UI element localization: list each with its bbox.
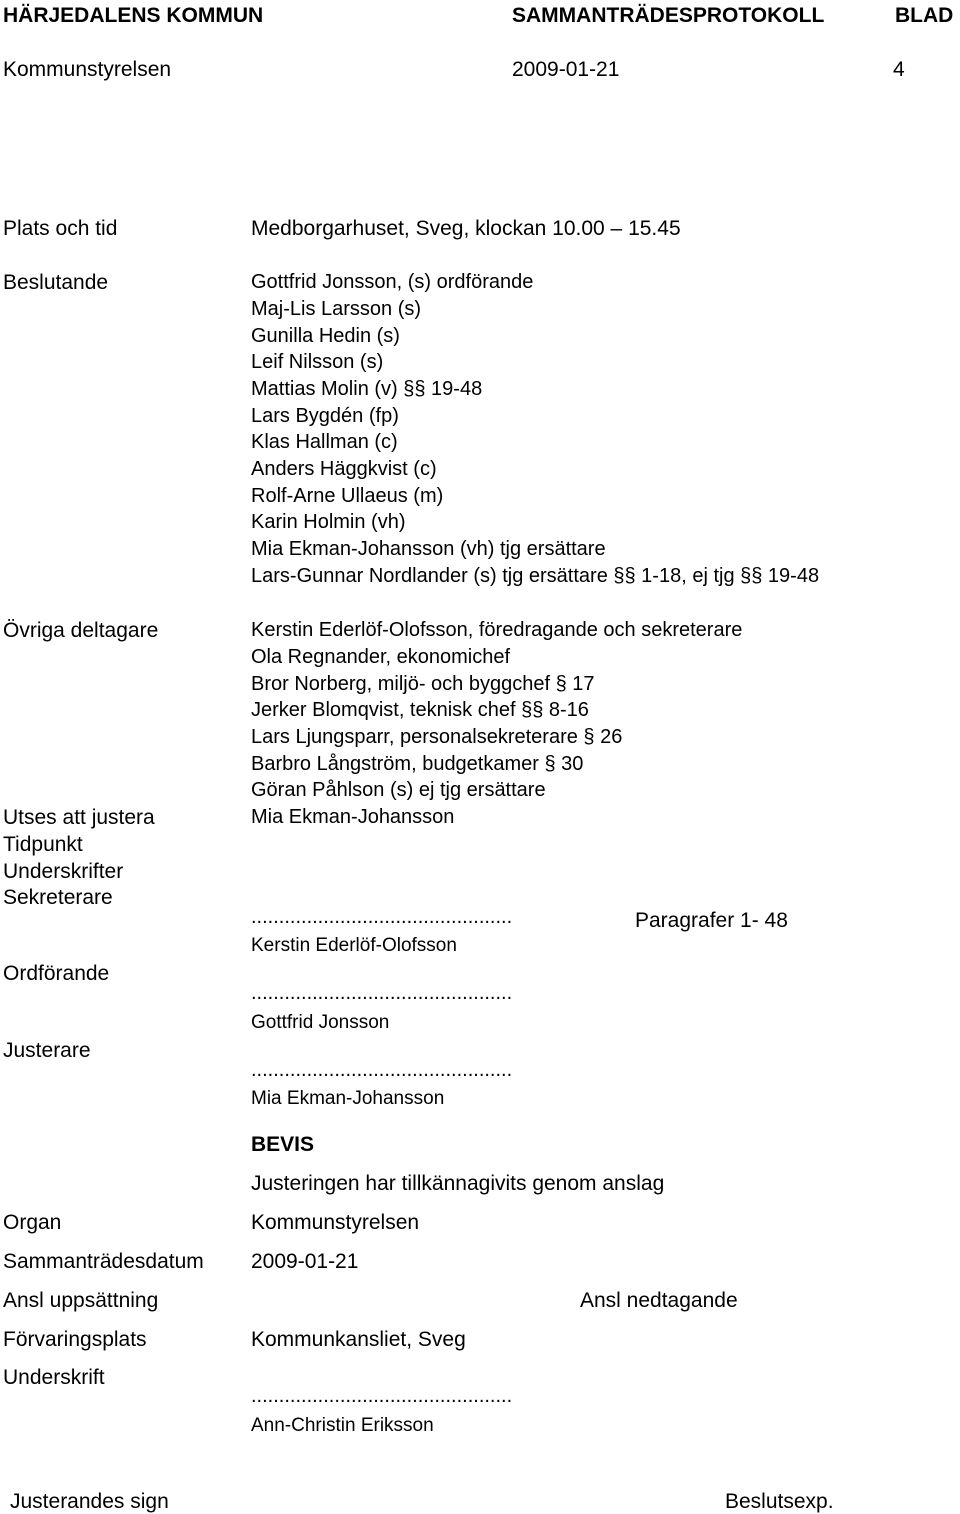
bevis-heading: BEVIS bbox=[251, 1133, 315, 1156]
bevis-text: Justeringen har tillkännagivits genom anslag bbox=[251, 1172, 665, 1195]
sekreterare-signature-line: ............................................... bbox=[251, 906, 513, 928]
ansl-uppsattning-label: Ansl uppsättning bbox=[3, 1289, 159, 1312]
ovriga-member: Jerker Blomqvist, teknisk chef §§ 8-16 bbox=[251, 699, 589, 721]
page-number: 4 bbox=[893, 58, 905, 81]
beslutande-member: Mia Ekman-Johansson (vh) tjg ersättare bbox=[251, 538, 606, 560]
beslutande-member: Mattias Molin (v) §§ 19-48 bbox=[251, 378, 483, 400]
justera-value: Mia Ekman-Johansson bbox=[251, 806, 455, 828]
ordforande-signature-line: ............................................... bbox=[251, 982, 513, 1004]
ovriga-label: Övriga deltagare bbox=[3, 619, 159, 642]
ovriga-member: Kerstin Ederlöf-Olofsson, föredragande och sekreterare bbox=[251, 619, 743, 641]
sammantradesdatum-label: Sammanträdesdatum bbox=[3, 1250, 204, 1273]
tidpunkt-label: Tidpunkt bbox=[3, 833, 83, 856]
blad-label: BLAD bbox=[895, 4, 954, 27]
sammantradesdatum-value: 2009-01-21 bbox=[251, 1250, 359, 1273]
underskrift-signature-line: ............................................... bbox=[251, 1385, 513, 1407]
underskrift-name: Ann-Christin Eriksson bbox=[251, 1415, 434, 1436]
beslutande-member: Karin Holmin (vh) bbox=[251, 511, 406, 533]
meeting-date: 2009-01-21 bbox=[512, 58, 620, 81]
beslutande-member: Klas Hallman (c) bbox=[251, 431, 398, 453]
justerare-label: Justerare bbox=[3, 1039, 91, 1062]
forvaringsplats-value: Kommunkansliet, Sveg bbox=[251, 1328, 466, 1351]
ordforande-name: Gottfrid Jonsson bbox=[251, 1012, 390, 1033]
beslutande-member: Gunilla Hedin (s) bbox=[251, 325, 400, 347]
beslutande-member: Leif Nilsson (s) bbox=[251, 351, 384, 373]
beslutande-member: Maj-Lis Larsson (s) bbox=[251, 298, 422, 320]
underskrift-label: Underskrift bbox=[3, 1366, 105, 1389]
organ-label: Organ bbox=[3, 1211, 62, 1234]
forvaringsplats-label: Förvaringsplats bbox=[3, 1328, 147, 1351]
document-type: SAMMANTRÄDESPROTOKOLL bbox=[512, 4, 825, 27]
municipality-name: HÄRJEDALENS KOMMUN bbox=[3, 4, 264, 27]
ansl-nedtagande-label: Ansl nedtagande bbox=[580, 1289, 738, 1312]
organ-value: Kommunstyrelsen bbox=[251, 1211, 420, 1234]
ovriga-member: Bror Norberg, miljö- och byggchef § 17 bbox=[251, 673, 595, 695]
justerare-name: Mia Ekman-Johansson bbox=[251, 1088, 445, 1109]
plats-label: Plats och tid bbox=[3, 217, 118, 240]
ovriga-member: Barbro Långström, budgetkamer § 30 bbox=[251, 753, 584, 775]
sekreterare-name: Kerstin Ederlöf-Olofsson bbox=[251, 935, 457, 956]
beslutsexp: Beslutsexp. bbox=[725, 1490, 834, 1513]
plats-value: Medborgarhuset, Sveg, klockan 10.00 – 15.45 bbox=[251, 217, 681, 240]
committee-name: Kommunstyrelsen bbox=[3, 58, 172, 81]
ovriga-member: Göran Påhlson (s) ej tjg ersättare bbox=[251, 779, 546, 801]
underskrifter-label: Underskrifter bbox=[3, 860, 124, 883]
ovriga-member: Ola Regnander, ekonomichef bbox=[251, 646, 511, 668]
beslutande-label: Beslutande bbox=[3, 271, 109, 294]
paragrafer-range: Paragrafer 1- 48 bbox=[635, 909, 788, 932]
beslutande-member: Rolf-Arne Ullaeus (m) bbox=[251, 485, 444, 507]
beslutande-member: Gottfrid Jonsson, (s) ordförande bbox=[251, 271, 534, 293]
beslutande-member: Lars-Gunnar Nordlander (s) tjg ersättare §§ 1-18, ej tjg §§ 19-48 bbox=[251, 565, 820, 587]
beslutande-member: Anders Häggkvist (c) bbox=[251, 458, 437, 480]
ordforande-label: Ordförande bbox=[3, 962, 110, 985]
justerandes-sign: Justerandes sign bbox=[10, 1490, 169, 1513]
ovriga-member: Lars Ljungsparr, personalsekreterare § 26 bbox=[251, 726, 623, 748]
sekreterare-label: Sekreterare bbox=[3, 886, 113, 909]
justerare-signature-line: ............................................... bbox=[251, 1059, 513, 1081]
beslutande-member: Lars Bygdén (fp) bbox=[251, 405, 399, 427]
justera-label: Utses att justera bbox=[3, 806, 155, 829]
